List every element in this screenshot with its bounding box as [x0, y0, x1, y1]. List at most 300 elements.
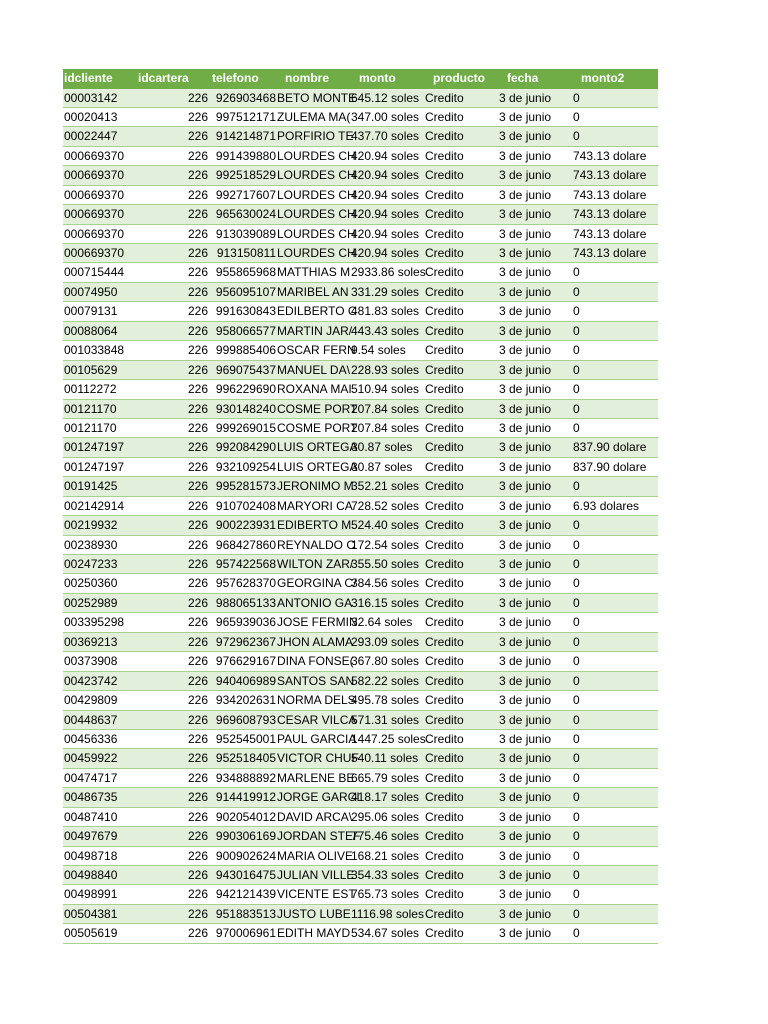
- cell-idcartera[interactable]: 226: [187, 576, 208, 591]
- cell-fecha[interactable]: 3 de junio: [499, 148, 552, 163]
- cell-producto[interactable]: Credito: [425, 790, 464, 805]
- cell-monto2[interactable]: 0: [573, 595, 580, 610]
- cell-idcartera[interactable]: 226: [187, 926, 208, 941]
- cell-monto[interactable]: 420.94 soles: [351, 226, 420, 241]
- cell-monto[interactable]: 354.33 soles: [351, 868, 420, 882]
- cell-idcliente[interactable]: 00105629: [64, 362, 118, 377]
- cell-idcartera[interactable]: 226: [187, 168, 208, 183]
- cell-idcliente[interactable]: 00112272: [64, 382, 117, 397]
- cell-telefono[interactable]: 957628370: [215, 576, 276, 591]
- cell-producto[interactable]: Credito: [425, 751, 464, 766]
- cell-monto2[interactable]: 743.13 dolare: [573, 207, 647, 222]
- cell-monto[interactable]: 645.12 soles: [351, 90, 420, 105]
- cell-telefono[interactable]: 965939036: [215, 615, 276, 630]
- cell-telefono[interactable]: 900902624: [215, 848, 276, 863]
- cell-monto2[interactable]: 0: [573, 731, 580, 746]
- cell-fecha[interactable]: 3 de junio: [499, 382, 552, 397]
- cell-producto[interactable]: Credito: [425, 518, 464, 533]
- cell-fecha[interactable]: 3 de junio: [499, 634, 552, 649]
- cell-telefono[interactable]: 958066577: [215, 323, 276, 338]
- cell-idcliente[interactable]: 00423742: [64, 673, 118, 688]
- cell-fecha[interactable]: 3 de junio: [499, 323, 552, 338]
- cell-telefono[interactable]: 991439880: [215, 148, 276, 163]
- cell-telefono[interactable]: 992518529: [215, 168, 276, 183]
- cell-monto2[interactable]: 837.90 dolare: [573, 459, 647, 474]
- cell-telefono[interactable]: 992717607: [215, 187, 276, 202]
- cell-idcliente[interactable]: 00498718: [64, 848, 118, 863]
- column-header-telefono[interactable]: telefono: [212, 71, 259, 85]
- cell-fecha[interactable]: 3 de junio: [499, 557, 552, 571]
- cell-nombre[interactable]: JUSTO LUBE: [277, 906, 351, 921]
- cell-telefono[interactable]: 968427860: [215, 537, 276, 552]
- cell-telefono[interactable]: 957422568: [215, 557, 276, 571]
- cell-producto[interactable]: Credito: [425, 109, 464, 124]
- cell-idcartera[interactable]: 226: [187, 693, 208, 708]
- cell-monto2[interactable]: 0: [573, 382, 580, 397]
- column-header-producto[interactable]: producto: [433, 71, 485, 85]
- cell-nombre[interactable]: LUIS ORTEGA: [277, 459, 358, 474]
- cell-producto[interactable]: Credito: [425, 246, 464, 260]
- cell-nombre[interactable]: EDIBERTO M: [277, 518, 352, 533]
- cell-idcartera[interactable]: 226: [187, 712, 208, 727]
- column-header-idcliente[interactable]: idcliente: [64, 71, 113, 85]
- cell-nombre[interactable]: JHON ALAMA: [277, 634, 354, 649]
- cell-producto[interactable]: Credito: [425, 595, 464, 610]
- cell-idcliente[interactable]: 00369213: [64, 634, 118, 649]
- cell-monto[interactable]: 295.06 soles: [351, 809, 420, 824]
- cell-monto2[interactable]: 0: [573, 343, 580, 358]
- cell-nombre[interactable]: OSCAR FERN: [277, 343, 356, 358]
- cell-producto[interactable]: Credito: [425, 304, 464, 319]
- cell-monto[interactable]: 524.40 soles: [351, 518, 420, 533]
- cell-fecha[interactable]: 3 de junio: [499, 770, 552, 785]
- cell-monto[interactable]: 540.11 soles: [351, 751, 419, 766]
- cell-monto[interactable]: 172.54 soles: [351, 537, 420, 552]
- cell-telefono[interactable]: 926903468: [215, 90, 276, 105]
- cell-idcliente[interactable]: 00191425: [64, 479, 118, 494]
- cell-monto[interactable]: 420.94 soles: [351, 148, 420, 163]
- cell-fecha[interactable]: 3 de junio: [499, 576, 552, 591]
- cell-monto[interactable]: 293.09 soles: [351, 634, 420, 649]
- cell-idcartera[interactable]: 226: [187, 731, 208, 746]
- cell-nombre[interactable]: LOURDES CH: [277, 187, 356, 202]
- cell-telefono[interactable]: 902054012: [215, 809, 276, 824]
- cell-idcliente[interactable]: 00373908: [64, 654, 118, 669]
- cell-telefono[interactable]: 910702408: [215, 498, 276, 513]
- cell-idcartera[interactable]: 226: [187, 557, 208, 571]
- cell-nombre[interactable]: MARYORI CA: [277, 498, 353, 513]
- cell-monto2[interactable]: 743.13 dolare: [573, 246, 647, 260]
- cell-idcartera[interactable]: 226: [187, 304, 208, 319]
- cell-idcartera[interactable]: 226: [187, 906, 208, 921]
- cell-fecha[interactable]: 3 de junio: [499, 848, 552, 863]
- cell-idcartera[interactable]: 226: [187, 829, 208, 844]
- cell-idcartera[interactable]: 226: [187, 790, 208, 805]
- cell-monto2[interactable]: 0: [573, 654, 580, 669]
- cell-fecha[interactable]: 3 de junio: [499, 226, 552, 241]
- cell-idcliente[interactable]: 000669370: [64, 246, 125, 260]
- cell-idcartera[interactable]: 226: [187, 654, 208, 669]
- cell-producto[interactable]: Credito: [425, 187, 464, 202]
- cell-fecha[interactable]: 3 de junio: [499, 168, 552, 183]
- cell-producto[interactable]: Credito: [425, 634, 464, 649]
- cell-monto2[interactable]: 0: [573, 887, 580, 902]
- cell-idcartera[interactable]: 226: [187, 362, 208, 377]
- cell-monto2[interactable]: 0: [573, 829, 580, 844]
- cell-idcartera[interactable]: 226: [187, 246, 208, 260]
- cell-nombre[interactable]: LOURDES CH: [277, 207, 356, 222]
- cell-producto[interactable]: Credito: [425, 557, 464, 571]
- cell-idcliente[interactable]: 000669370: [64, 207, 125, 222]
- cell-nombre[interactable]: PAUL GARCIA: [277, 731, 357, 746]
- cell-nombre[interactable]: LOURDES CH: [277, 226, 356, 241]
- cell-producto[interactable]: Credito: [425, 829, 464, 844]
- cell-telefono[interactable]: 943016475: [215, 868, 276, 882]
- cell-monto[interactable]: 331.29 soles: [351, 284, 420, 299]
- cell-nombre[interactable]: JORDAN STEF: [277, 829, 361, 844]
- cell-producto[interactable]: Credito: [425, 537, 464, 552]
- cell-idcartera[interactable]: 226: [187, 615, 208, 630]
- cell-monto2[interactable]: 743.13 dolare: [573, 187, 647, 202]
- cell-idcliente[interactable]: 000715444: [64, 265, 125, 280]
- cell-telefono[interactable]: 955865968: [215, 265, 276, 280]
- cell-idcliente[interactable]: 000669370: [64, 226, 125, 241]
- cell-producto[interactable]: Credito: [425, 90, 464, 105]
- cell-idcliente[interactable]: 00474717: [64, 770, 118, 785]
- cell-monto2[interactable]: 0: [573, 712, 580, 727]
- cell-idcartera[interactable]: 226: [187, 498, 208, 513]
- cell-nombre[interactable]: DAVID ARCA\: [277, 809, 353, 824]
- cell-monto2[interactable]: 0: [573, 518, 580, 533]
- cell-producto[interactable]: Credito: [425, 576, 464, 591]
- cell-idcliente[interactable]: 00498840: [64, 868, 118, 882]
- cell-nombre[interactable]: PORFIRIO TE: [277, 129, 354, 144]
- cell-idcliente[interactable]: 00498991: [64, 887, 118, 902]
- cell-idcartera[interactable]: 226: [187, 887, 208, 902]
- cell-monto2[interactable]: 0: [573, 634, 580, 649]
- cell-idcartera[interactable]: 226: [187, 770, 208, 785]
- cell-monto2[interactable]: 0: [573, 906, 580, 921]
- cell-producto[interactable]: Credito: [425, 848, 464, 863]
- cell-idcliente[interactable]: 00238930: [64, 537, 118, 552]
- cell-monto[interactable]: 30.87 soles: [351, 440, 413, 455]
- cell-nombre[interactable]: EDILBERTO C: [277, 304, 357, 319]
- column-header-monto[interactable]: monto: [359, 71, 396, 85]
- cell-telefono[interactable]: 972962367: [215, 634, 276, 649]
- cell-monto2[interactable]: 743.13 dolare: [573, 148, 647, 163]
- cell-telefono[interactable]: 965630024: [215, 207, 276, 222]
- cell-monto[interactable]: 168.21 soles: [351, 848, 420, 863]
- cell-producto[interactable]: Credito: [425, 868, 464, 882]
- cell-monto[interactable]: 2933.86 soles: [351, 265, 426, 280]
- cell-idcartera[interactable]: 226: [187, 440, 208, 455]
- cell-monto[interactable]: 352.21 soles: [351, 479, 420, 494]
- cell-idcartera[interactable]: 226: [187, 265, 208, 280]
- cell-fecha[interactable]: 3 de junio: [499, 498, 552, 513]
- cell-telefono[interactable]: 995281573: [215, 479, 276, 494]
- cell-producto[interactable]: Credito: [425, 673, 464, 688]
- cell-idcliente[interactable]: 00448637: [64, 712, 118, 727]
- cell-idcartera[interactable]: 226: [187, 868, 208, 882]
- cell-fecha[interactable]: 3 de junio: [499, 595, 552, 610]
- cell-monto[interactable]: 316.15 soles: [351, 595, 420, 610]
- cell-monto[interactable]: 437.70 soles: [351, 129, 420, 144]
- cell-producto[interactable]: Credito: [425, 498, 464, 513]
- cell-producto[interactable]: Credito: [425, 770, 464, 785]
- cell-idcartera[interactable]: 226: [187, 537, 208, 552]
- cell-producto[interactable]: Credito: [425, 906, 464, 921]
- cell-monto2[interactable]: 0: [573, 304, 580, 319]
- cell-idcartera[interactable]: 226: [187, 595, 208, 610]
- cell-idcliente[interactable]: 00252989: [64, 595, 118, 610]
- cell-idcartera[interactable]: 226: [187, 848, 208, 863]
- cell-idcartera[interactable]: 226: [187, 284, 208, 299]
- cell-idcliente[interactable]: 00505619: [64, 926, 118, 941]
- cell-telefono[interactable]: 942121439: [215, 887, 276, 902]
- cell-nombre[interactable]: COSME PORT: [277, 401, 358, 416]
- cell-telefono[interactable]: 990306169: [215, 829, 276, 844]
- cell-idcliente[interactable]: 00497679: [64, 829, 118, 844]
- cell-nombre[interactable]: LOURDES CH: [277, 168, 356, 183]
- cell-fecha[interactable]: 3 de junio: [499, 129, 552, 144]
- cell-monto2[interactable]: 0: [573, 323, 580, 338]
- cell-idcliente[interactable]: 00459922: [64, 751, 118, 766]
- cell-monto[interactable]: 355.50 soles: [351, 557, 420, 571]
- cell-nombre[interactable]: SANTOS SAN: [277, 673, 355, 688]
- cell-producto[interactable]: Credito: [425, 168, 464, 183]
- cell-idcliente[interactable]: 002142914: [64, 498, 125, 513]
- cell-monto[interactable]: 765.73 soles: [351, 887, 420, 902]
- cell-idcliente[interactable]: 001033848: [64, 343, 125, 358]
- cell-telefono[interactable]: 999269015: [215, 420, 276, 435]
- cell-monto2[interactable]: 0: [573, 770, 580, 785]
- cell-monto2[interactable]: 0: [573, 537, 580, 552]
- cell-nombre[interactable]: JOSE FERMIN: [277, 615, 358, 630]
- cell-producto[interactable]: Credito: [425, 712, 464, 727]
- cell-fecha[interactable]: 3 de junio: [499, 343, 552, 358]
- cell-nombre[interactable]: JULIAN VILLE: [277, 868, 355, 882]
- cell-producto[interactable]: Credito: [425, 284, 464, 299]
- cell-monto[interactable]: 665.79 soles: [351, 770, 420, 785]
- cell-producto[interactable]: Credito: [425, 323, 464, 338]
- cell-idcartera[interactable]: 226: [187, 148, 208, 163]
- cell-idcliente[interactable]: 00456336: [64, 731, 118, 746]
- cell-idcartera[interactable]: 226: [187, 323, 208, 338]
- cell-fecha[interactable]: 3 de junio: [499, 615, 552, 630]
- cell-telefono[interactable]: 940406989: [215, 673, 276, 688]
- cell-idcliente[interactable]: 00020413: [64, 109, 118, 124]
- cell-monto2[interactable]: 0: [573, 362, 580, 377]
- cell-nombre[interactable]: MARTIN JAR/: [277, 323, 353, 338]
- cell-fecha[interactable]: 3 de junio: [499, 246, 552, 260]
- cell-telefono[interactable]: 991630843: [215, 304, 276, 319]
- cell-idcartera[interactable]: 226: [187, 187, 208, 202]
- cell-monto2[interactable]: 6.93 dolares: [573, 498, 640, 513]
- cell-idcartera[interactable]: 226: [187, 343, 208, 358]
- cell-nombre[interactable]: LUIS ORTEGA: [277, 440, 358, 455]
- cell-producto[interactable]: Credito: [425, 693, 464, 708]
- cell-monto2[interactable]: 0: [573, 420, 580, 435]
- cell-monto[interactable]: 495.78 soles: [351, 693, 420, 708]
- cell-idcliente[interactable]: 00429809: [64, 693, 118, 708]
- cell-nombre[interactable]: WILTON ZAR/: [277, 557, 354, 571]
- cell-nombre[interactable]: EDITH MAYD: [277, 926, 351, 941]
- cell-telefono[interactable]: 976629167: [215, 654, 276, 669]
- cell-fecha[interactable]: 3 de junio: [499, 479, 552, 494]
- cell-monto2[interactable]: 743.13 dolare: [573, 226, 647, 241]
- cell-idcliente[interactable]: 00487410: [64, 809, 118, 824]
- cell-idcartera[interactable]: 226: [187, 673, 208, 688]
- cell-nombre[interactable]: LOURDES CH: [277, 246, 356, 260]
- cell-nombre[interactable]: COSME PORT: [277, 420, 358, 435]
- cell-fecha[interactable]: 3 de junio: [499, 401, 552, 416]
- cell-fecha[interactable]: 3 de junio: [499, 673, 552, 688]
- cell-nombre[interactable]: MARIBEL AN: [277, 284, 349, 299]
- cell-fecha[interactable]: 3 de junio: [499, 265, 552, 280]
- cell-idcliente[interactable]: 003395298: [64, 615, 125, 630]
- cell-nombre[interactable]: MARIA OLIVE: [277, 848, 354, 863]
- cell-monto[interactable]: 443.43 soles: [351, 323, 420, 338]
- cell-telefono[interactable]: 913150811: [216, 246, 276, 260]
- cell-nombre[interactable]: MATTHIAS M: [277, 265, 351, 280]
- cell-idcartera[interactable]: 226: [187, 809, 208, 824]
- cell-monto2[interactable]: 0: [573, 401, 580, 416]
- cell-telefono[interactable]: 913039089: [215, 226, 276, 241]
- cell-nombre[interactable]: VICTOR CHUF: [277, 751, 359, 766]
- cell-idcartera[interactable]: 226: [187, 420, 208, 435]
- cell-nombre[interactable]: ROXANA MAI: [277, 382, 352, 397]
- cell-monto2[interactable]: 0: [573, 576, 580, 591]
- cell-monto[interactable]: 1447.25 soles: [351, 731, 426, 746]
- cell-fecha[interactable]: 3 de junio: [499, 207, 552, 222]
- cell-idcartera[interactable]: 226: [187, 518, 208, 533]
- cell-fecha[interactable]: 3 de junio: [499, 518, 552, 533]
- cell-telefono[interactable]: 930148240: [215, 401, 276, 416]
- cell-nombre[interactable]: JERONIMO M: [277, 479, 354, 494]
- cell-nombre[interactable]: LOURDES CH: [277, 148, 356, 163]
- cell-fecha[interactable]: 3 de junio: [499, 654, 552, 669]
- cell-idcliente[interactable]: 00504381: [64, 906, 118, 921]
- cell-monto[interactable]: 228.93 soles: [351, 362, 420, 377]
- cell-telefono[interactable]: 932109254: [215, 459, 276, 474]
- cell-monto2[interactable]: 0: [573, 265, 580, 280]
- cell-nombre[interactable]: GEORGINA C/: [277, 576, 357, 591]
- cell-telefono[interactable]: 992084290: [215, 440, 276, 455]
- cell-monto[interactable]: 420.94 soles: [351, 168, 420, 183]
- cell-fecha[interactable]: 3 de junio: [499, 887, 552, 902]
- cell-producto[interactable]: Credito: [425, 362, 464, 377]
- cell-telefono[interactable]: 952545001: [215, 731, 276, 746]
- cell-monto[interactable]: 384.56 soles: [351, 576, 420, 591]
- cell-idcartera[interactable]: 226: [187, 459, 208, 474]
- cell-idcliente[interactable]: 00003142: [64, 90, 118, 105]
- cell-telefono[interactable]: 996229690: [215, 382, 276, 397]
- cell-fecha[interactable]: 3 de junio: [499, 926, 552, 941]
- cell-idcartera[interactable]: 226: [187, 751, 208, 766]
- cell-producto[interactable]: Credito: [425, 343, 464, 358]
- cell-idcliente[interactable]: 00079131: [64, 304, 118, 319]
- cell-producto[interactable]: Credito: [425, 459, 464, 474]
- cell-idcartera[interactable]: 226: [187, 226, 208, 241]
- cell-monto2[interactable]: 0: [573, 790, 580, 805]
- cell-telefono[interactable]: 969075437: [215, 362, 276, 377]
- column-header-fecha[interactable]: fecha: [507, 71, 539, 85]
- cell-telefono[interactable]: 970006961: [215, 926, 276, 941]
- cell-fecha[interactable]: 3 de junio: [499, 284, 552, 299]
- cell-producto[interactable]: Credito: [425, 148, 464, 163]
- cell-telefono[interactable]: 900223931: [215, 518, 276, 533]
- cell-telefono[interactable]: 951883513: [215, 906, 276, 921]
- cell-nombre[interactable]: DINA FONSE(: [277, 654, 354, 669]
- cell-producto[interactable]: Credito: [425, 479, 464, 494]
- cell-monto[interactable]: 207.84 soles: [351, 401, 420, 416]
- cell-monto[interactable]: 30.87 soles: [351, 459, 413, 474]
- cell-telefono[interactable]: 914419912: [215, 790, 276, 805]
- cell-nombre[interactable]: CESAR VILCA: [277, 712, 357, 727]
- cell-idcliente[interactable]: 00074950: [64, 284, 118, 299]
- cell-producto[interactable]: Credito: [425, 654, 464, 669]
- cell-fecha[interactable]: 3 de junio: [499, 868, 552, 882]
- cell-idcartera[interactable]: 226: [187, 382, 208, 397]
- cell-producto[interactable]: Credito: [425, 440, 464, 455]
- cell-nombre[interactable]: ANTONIO GA: [277, 595, 353, 610]
- cell-fecha[interactable]: 3 de junio: [499, 829, 552, 844]
- cell-monto2[interactable]: 0: [573, 109, 580, 124]
- cell-idcliente[interactable]: 000669370: [64, 168, 125, 183]
- cell-fecha[interactable]: 3 de junio: [499, 362, 552, 377]
- cell-fecha[interactable]: 3 de junio: [499, 712, 552, 727]
- cell-producto[interactable]: Credito: [425, 926, 464, 941]
- cell-fecha[interactable]: 3 de junio: [499, 440, 552, 455]
- cell-monto[interactable]: 420.94 soles: [351, 246, 420, 260]
- cell-fecha[interactable]: 3 de junio: [499, 459, 552, 474]
- cell-monto[interactable]: 32.64 soles: [351, 615, 413, 630]
- cell-monto[interactable]: 207.84 soles: [351, 420, 420, 435]
- cell-fecha[interactable]: 3 de junio: [499, 187, 552, 202]
- cell-monto2[interactable]: 0: [573, 129, 580, 144]
- cell-monto2[interactable]: 743.13 dolare: [573, 168, 647, 183]
- cell-monto2[interactable]: 0: [573, 479, 580, 494]
- cell-nombre[interactable]: BETO MONTE: [277, 90, 357, 105]
- cell-nombre[interactable]: NORMA DELS: [277, 693, 356, 708]
- cell-telefono[interactable]: 934202631: [215, 693, 276, 708]
- cell-producto[interactable]: Credito: [425, 401, 464, 416]
- cell-fecha[interactable]: 3 de junio: [499, 420, 552, 435]
- cell-nombre[interactable]: ZULEMA MA(: [277, 109, 351, 124]
- cell-monto[interactable]: 418.17 soles: [351, 790, 420, 805]
- cell-monto2[interactable]: 0: [573, 284, 580, 299]
- cell-producto[interactable]: Credito: [425, 420, 464, 435]
- cell-monto[interactable]: 1116.98 soles: [351, 906, 424, 921]
- cell-telefono[interactable]: 997512171: [215, 109, 276, 124]
- cell-telefono[interactable]: 914214871: [215, 129, 276, 144]
- cell-idcliente[interactable]: 00121170: [64, 401, 117, 416]
- cell-producto[interactable]: Credito: [425, 207, 464, 222]
- cell-monto[interactable]: 571.31 soles: [351, 712, 420, 727]
- cell-idcliente[interactable]: 00022447: [64, 129, 118, 144]
- cell-producto[interactable]: Credito: [425, 615, 464, 630]
- cell-idcliente[interactable]: 00088064: [64, 323, 118, 338]
- cell-monto[interactable]: 9.54 soles: [351, 343, 406, 358]
- cell-fecha[interactable]: 3 de junio: [499, 751, 552, 766]
- cell-fecha[interactable]: 3 de junio: [499, 304, 552, 319]
- cell-fecha[interactable]: 3 de junio: [499, 731, 552, 746]
- cell-nombre[interactable]: MARLENE BE: [277, 770, 355, 785]
- cell-fecha[interactable]: 3 de junio: [499, 90, 552, 105]
- cell-nombre[interactable]: VICENTE EST: [277, 887, 356, 902]
- cell-idcartera[interactable]: 226: [187, 90, 208, 105]
- cell-producto[interactable]: Credito: [425, 265, 464, 280]
